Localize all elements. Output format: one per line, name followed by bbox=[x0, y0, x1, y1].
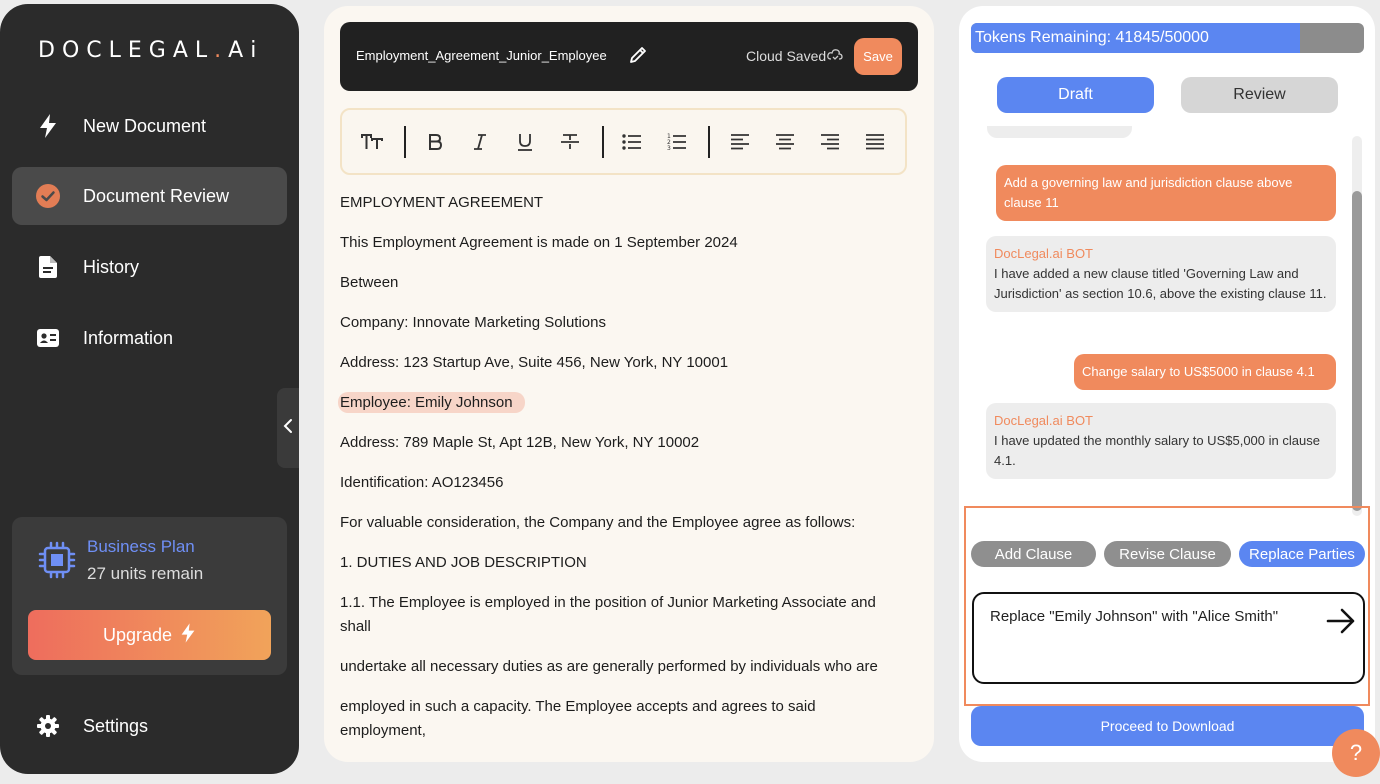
lightning-icon bbox=[180, 623, 196, 648]
chat-messages bbox=[959, 126, 1349, 511]
upgrade-label: Upgrade bbox=[102, 624, 173, 645]
formatting-toolbar bbox=[340, 108, 907, 175]
bot-message-text: I have added a new clause titled 'Governing Law and Jurisdiction' as section 10.6, above the existing clause 11. bbox=[994, 266, 1327, 301]
nav-label: Document Review bbox=[83, 185, 230, 206]
message-input[interactable] bbox=[972, 592, 1365, 684]
doc-paragraph: 1.1. The Employee is employed in the position of Junior Marketing Associate and shall bbox=[340, 594, 876, 635]
nav-settings[interactable] bbox=[12, 697, 287, 755]
replace-parties-chip[interactable]: Replace Parties bbox=[1239, 541, 1365, 567]
nav-new-document[interactable] bbox=[12, 97, 287, 155]
nav-information[interactable] bbox=[12, 309, 287, 367]
pencil-icon[interactable] bbox=[628, 45, 648, 70]
chevron-left-icon bbox=[283, 418, 293, 439]
strikethrough-icon[interactable] bbox=[557, 130, 583, 154]
svg-text:3: 3 bbox=[667, 145, 671, 151]
bold-icon[interactable] bbox=[422, 130, 448, 154]
doc-paragraph: For valuable consideration, the Company and the Employee agree as follows: bbox=[340, 514, 856, 531]
help-button[interactable]: ? bbox=[1332, 729, 1380, 777]
nav-label: New Document bbox=[83, 115, 207, 136]
id-card-icon bbox=[12, 329, 83, 347]
doc-paragraph: Identification: AO123456 bbox=[340, 474, 504, 491]
bot-label: DocLegal.ai BOT bbox=[994, 246, 1093, 261]
tab-review[interactable]: Review bbox=[1181, 77, 1338, 113]
toolbar-divider bbox=[708, 126, 710, 158]
text-size-icon[interactable] bbox=[359, 130, 385, 154]
svg-text:1: 1 bbox=[667, 133, 671, 140]
plan-name: Business Plan bbox=[87, 537, 195, 556]
lightning-icon bbox=[12, 114, 83, 138]
upgrade-button[interactable] bbox=[28, 610, 271, 660]
document-titlebar bbox=[340, 22, 918, 91]
nav-history[interactable] bbox=[12, 238, 287, 296]
underline-icon[interactable] bbox=[512, 130, 538, 154]
user-message: Add a governing law and jurisdiction clause above clause 11 bbox=[996, 165, 1336, 221]
doc-paragraph: Address: 123 Startup Ave, Suite 456, New York, NY 10001 bbox=[340, 354, 729, 371]
doc-section-heading: 1. DUTIES AND JOB DESCRIPTION bbox=[340, 554, 587, 571]
bot-label: DocLegal.ai BOT bbox=[994, 413, 1093, 428]
chat-scrollbar[interactable] bbox=[1352, 136, 1362, 516]
align-justify-icon[interactable] bbox=[862, 130, 888, 154]
document-name: Employment_Agreement_Junior_Employee bbox=[356, 48, 607, 63]
chip-icon bbox=[38, 541, 76, 584]
user-message: Change salary to US$5000 in clause 4.1 bbox=[1074, 354, 1336, 390]
doc-paragraph: Company: Innovate Marketing Solutions bbox=[340, 314, 606, 331]
italic-icon[interactable] bbox=[467, 130, 493, 154]
collapse-sidebar-button[interactable] bbox=[277, 388, 299, 468]
doc-paragraph: This Employment Agreement is made on 1 September 2024 bbox=[340, 234, 738, 251]
settings-label: Settings bbox=[83, 715, 149, 736]
scrollbar-thumb[interactable] bbox=[1352, 191, 1362, 511]
cloud-check-icon bbox=[827, 48, 843, 67]
app-logo: DOCLEGAL.Ai bbox=[38, 38, 264, 63]
sidebar bbox=[0, 4, 299, 774]
tokens-remaining: Tokens Remaining: 41845/50000 bbox=[975, 29, 1209, 46]
highlighted-text: Employee: Emily Johnson bbox=[338, 392, 525, 413]
plan-units: 27 units remain bbox=[87, 564, 204, 583]
svg-text:2: 2 bbox=[667, 139, 671, 146]
message-input-text[interactable]: Replace "Emily Johnson" with "Alice Smith" bbox=[990, 608, 1279, 625]
align-center-icon[interactable] bbox=[772, 130, 798, 154]
bullet-list-icon[interactable] bbox=[619, 130, 645, 154]
save-button[interactable]: Save bbox=[854, 38, 902, 75]
doc-paragraph: employed in such a capacity. The Employee accepts and agrees to said employment, bbox=[340, 698, 816, 739]
bot-message bbox=[986, 236, 1336, 312]
tab-draft[interactable]: Draft bbox=[997, 77, 1154, 113]
bot-message bbox=[986, 403, 1336, 479]
revise-clause-chip[interactable]: Revise Clause bbox=[1104, 541, 1231, 567]
tokens-progress-bar bbox=[971, 23, 1364, 53]
align-left-icon[interactable] bbox=[727, 130, 753, 154]
add-clause-chip[interactable]: Add Clause bbox=[971, 541, 1096, 567]
proceed-to-download-button[interactable]: Proceed to Download bbox=[971, 706, 1364, 746]
toolbar-divider bbox=[404, 126, 406, 158]
doc-paragraph-highlighted bbox=[340, 391, 915, 415]
compose-area bbox=[964, 506, 1370, 706]
document-editor bbox=[324, 6, 934, 762]
doc-paragraph: undertake all necessary duties as are generally performed by individuals who are bbox=[340, 658, 878, 675]
nav-label: History bbox=[83, 256, 140, 277]
arrow-right-icon[interactable] bbox=[1326, 608, 1356, 639]
plan-card bbox=[12, 517, 287, 675]
document-icon bbox=[12, 256, 83, 278]
bot-message-text: I have updated the monthly salary to US$5,000 in clause 4.1. bbox=[994, 433, 1320, 468]
doc-paragraph: Between bbox=[340, 274, 399, 291]
doc-heading: EMPLOYMENT AGREEMENT bbox=[340, 194, 544, 211]
cloud-status: Cloud Saved bbox=[746, 48, 827, 64]
nav-document-review[interactable] bbox=[12, 167, 287, 225]
check-circle-icon bbox=[12, 184, 83, 208]
toolbar-divider bbox=[602, 126, 604, 158]
gear-icon bbox=[12, 715, 83, 737]
numbered-list-icon[interactable] bbox=[664, 130, 690, 154]
doc-paragraph: Address: 789 Maple St, Apt 12B, New York, NY 10002 bbox=[340, 434, 700, 451]
assistant-panel bbox=[959, 6, 1375, 762]
chat-message-partial bbox=[987, 126, 1132, 138]
align-right-icon[interactable] bbox=[817, 130, 843, 154]
nav-label: Information bbox=[83, 327, 174, 348]
